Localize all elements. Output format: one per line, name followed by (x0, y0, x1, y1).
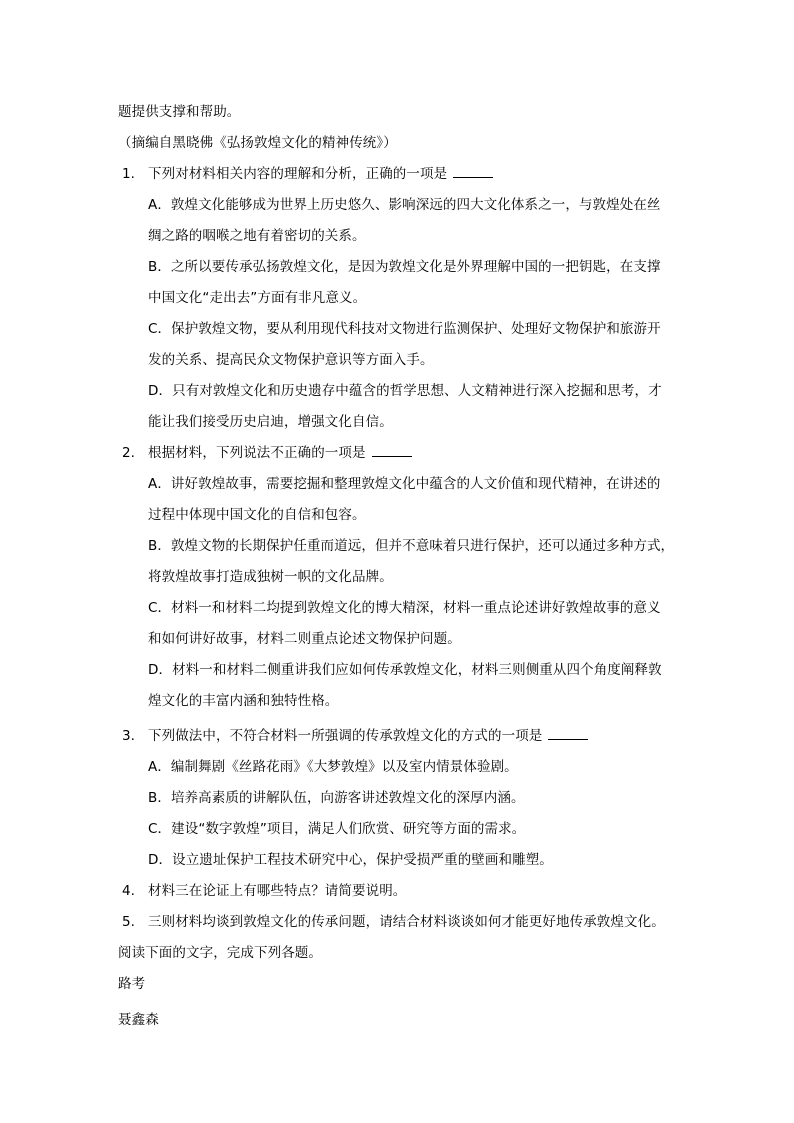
answer-blank (372, 443, 412, 457)
option-line: 能让我们接受历史启迪，增强文化自信。 (148, 414, 393, 430)
option-line: 将敦煌故事打造成独树一帜的文化品牌。 (148, 569, 393, 585)
question-number: 2. (122, 445, 135, 461)
question-stem: 材料三在论证上有哪些特点？请简要说明。 (148, 883, 407, 899)
option-line: A．编制舞剧《丝路花雨》《大梦敦煌》以及室内情景体验剧。 (148, 759, 518, 775)
story-title: 路考 (118, 976, 146, 992)
option-line: 发的关系、提高民众文物保护意识等方面入手。 (148, 352, 434, 368)
option-line: A．讲好敦煌故事，需要挖掘和整理敦煌文化中蕴含的人文价值和现代精神，在讲述的 (148, 476, 661, 492)
answer-blank (453, 164, 493, 178)
option-line: D．只有对敦煌文化和历史遗存中蕴含的哲学思想、人文精神进行深入挖掘和思考，才 (148, 383, 662, 399)
question-stem: 根据材料，下列说法不正确的一项是 (148, 443, 412, 463)
option-line: 煌文化的丰富内涵和独特性格。 (148, 693, 339, 709)
option-line: C．建设“数字敦煌”项目，满足人们欣赏、研究等方面的需求。 (148, 821, 526, 837)
option-line: C．材料一和材料二均提到敦煌文化的博大精深，材料一重点论述讲好敦煌故事的意义 (148, 600, 661, 616)
option-line: B．培养高素质的讲解队伍，向游客讲述敦煌文化的深厚内涵。 (148, 790, 525, 806)
source-citation: （摘编自黑晓佛《弘扬敦煌文化的精神传统》） (118, 135, 397, 151)
option-line: C．保护敦煌文物，要从利用现代科技对文物进行监测保护、处理好文物保护和旅游开 (148, 321, 661, 337)
option-line: 过程中体现中国文化的自信和包容。 (148, 507, 366, 523)
option-line: A．敦煌文化能够成为世界上历史悠久、影响深远的四大文化体系之一，与敦煌处在丝 (148, 197, 661, 213)
story-author: 聂鑫森 (118, 1012, 159, 1028)
option-line: B．敦煌文物的长期保护任重而道远，但并不意味着只进行保护，还可以通过多种方式， (148, 538, 675, 554)
option-line: B．之所以要传承弘扬敦煌文化，是因为敦煌文化是外界理解中国的一把钥匙，在支撑 (148, 259, 661, 275)
option-line: 和如何讲好故事，材料二则重点论述文物保护问题。 (148, 631, 461, 647)
question-stem: 下列对材料相关内容的理解和分析，正确的一项是 (148, 164, 493, 184)
option-line: 绸之路的咽喉之地有着密切的关系。 (148, 228, 366, 244)
option-line: 中国文化“走出去”方面有非凡意义。 (148, 290, 367, 306)
answer-blank (548, 726, 588, 740)
question-number: 1. (122, 166, 135, 182)
question-number: 4. (122, 883, 135, 899)
option-line: D．材料一和材料二侧重讲我们应如何传承敦煌文化，材料三则侧重从四个角度阐释敦 (148, 662, 662, 678)
question-stem: 下列做法中，不符合材料一所强调的传承敦煌文化的方式的一项是 (148, 726, 588, 746)
question-number: 5. (122, 914, 135, 930)
question-number: 3. (122, 728, 135, 744)
question-stem: 三则材料均谈到敦煌文化的传承问题，请结合材料谈谈如何才能更好地传承敦煌文化。 (148, 914, 665, 930)
paragraph-continuation: 题提供支撑和帮助。 (118, 104, 241, 120)
option-line: D．设立遗址保护工程技术研究中心，保护受损严重的壁画和雕塑。 (148, 852, 553, 868)
reading-instruction: 阅读下面的文字，完成下列各题。 (118, 945, 322, 961)
